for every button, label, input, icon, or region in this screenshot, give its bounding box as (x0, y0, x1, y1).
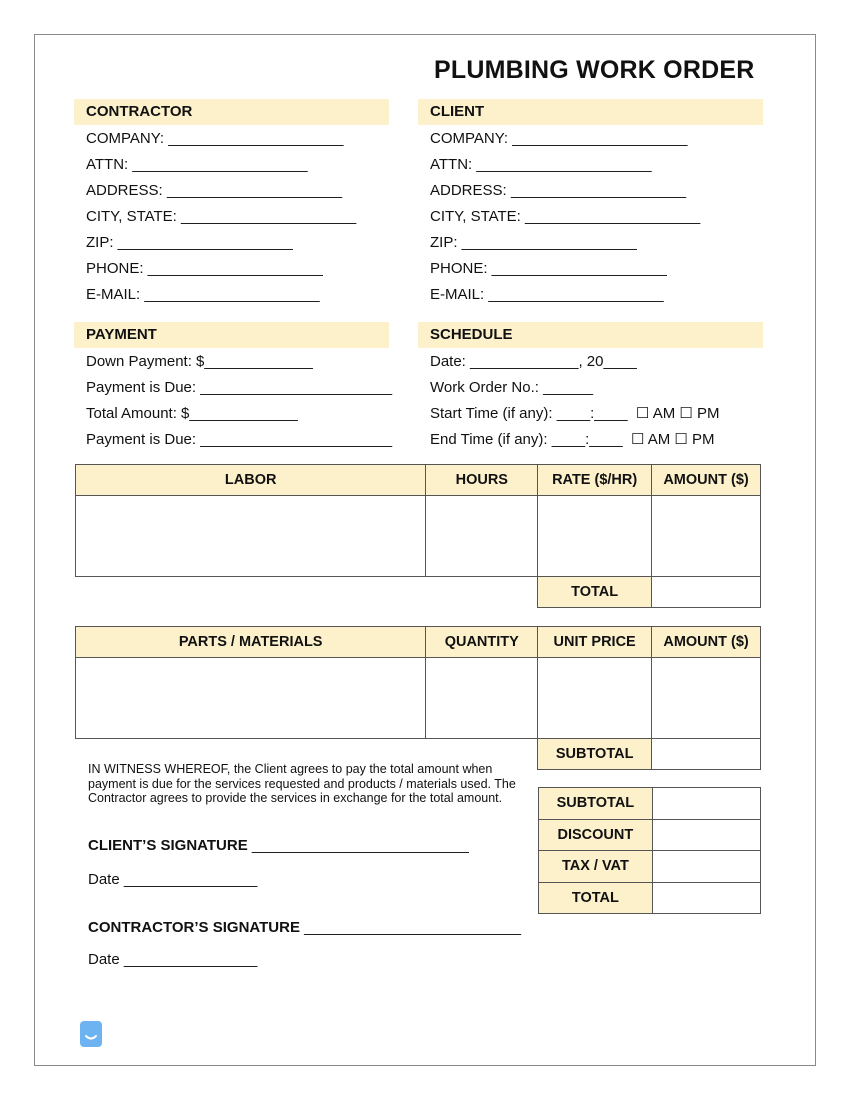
client-company-field[interactable]: COMPANY: _____________________ (430, 130, 688, 147)
payment-due-field[interactable]: Payment is Due: _______________________ (86, 379, 393, 396)
rate-header: RATE ($/HR) (538, 465, 652, 496)
labor-amount-cell[interactable] (652, 496, 761, 577)
parts-header: PARTS / MATERIALS (76, 627, 426, 658)
summary-total-label: TOTAL (539, 882, 653, 914)
work-order-number-field[interactable]: Work Order No.: ______ (430, 379, 594, 396)
parts-amount-header: AMOUNT ($) (652, 627, 761, 658)
parts-table (75, 626, 761, 770)
start-time-field[interactable]: Start Time (if any): ____:____ ☐ AM ☐ PM (430, 405, 720, 422)
contractor-phone-field[interactable]: PHONE: _____________________ (86, 260, 323, 277)
contractor-signature-line[interactable]: __________________________ (304, 919, 522, 936)
client-phone-field[interactable]: PHONE: _____________________ (430, 260, 667, 277)
summary-discount-label: DISCOUNT (539, 819, 653, 851)
contractor-signature-row (88, 919, 521, 936)
labor-hours-cell[interactable] (426, 496, 538, 577)
hours-header: HOURS (426, 465, 538, 496)
total-amount-field[interactable]: Total Amount: $_____________ (86, 405, 298, 422)
contractor-address-field[interactable]: ADDRESS: _____________________ (86, 182, 343, 199)
page-title: PLUMBING WORK ORDER (434, 56, 755, 84)
client-signature-line[interactable]: __________________________ (251, 837, 469, 854)
parts-subtotal-cell[interactable] (652, 739, 761, 770)
quantity-header: QUANTITY (426, 627, 538, 658)
brand-logo-icon (80, 1021, 102, 1047)
parts-quantity-cell[interactable] (426, 658, 538, 739)
labor-description-cell[interactable] (76, 496, 426, 577)
parts-amount-cell[interactable] (652, 658, 761, 739)
labor-spacer (76, 577, 426, 608)
contractor-city-state-field[interactable]: CITY, STATE: _____________________ (86, 208, 357, 225)
client-heading: CLIENT (418, 99, 763, 125)
client-email-field[interactable]: E-MAIL: _____________________ (430, 286, 664, 303)
labor-total-label: TOTAL (538, 577, 652, 608)
client-attn-field[interactable]: ATTN: _____________________ (430, 156, 652, 173)
labor-total-cell[interactable] (652, 577, 761, 608)
client-zip-field[interactable]: ZIP: _____________________ (430, 234, 637, 251)
payment-heading: PAYMENT (74, 322, 389, 348)
summary-total-cell[interactable] (652, 882, 760, 914)
client-city-state-field[interactable]: CITY, STATE: _____________________ (430, 208, 701, 225)
labor-rate-cell[interactable] (538, 496, 652, 577)
client-signature-label: CLIENT’S SIGNATURE (88, 837, 248, 854)
contractor-heading: CONTRACTOR (74, 99, 389, 125)
smile-icon (80, 1021, 102, 1047)
schedule-date-field[interactable]: Date: _____________, 20____ (430, 353, 637, 370)
contractor-date-field[interactable]: Date ________________ (88, 951, 258, 968)
witness-statement: IN WITNESS WHEREOF, the Client agrees to pay the total amount when payment is due for the services requested and products / materials used. The Contractor agrees to provide the services in exchange for the total amount. (88, 762, 516, 805)
schedule-heading: SCHEDULE (418, 322, 763, 348)
contractor-zip-field[interactable]: ZIP: _____________________ (86, 234, 293, 251)
client-signature-row (88, 837, 469, 854)
summary-tax-label: TAX / VAT (539, 851, 653, 883)
labor-spacer-2 (426, 577, 538, 608)
contractor-company-field[interactable]: COMPANY: _____________________ (86, 130, 344, 147)
labor-table (75, 464, 761, 608)
parts-description-cell[interactable] (76, 658, 426, 739)
parts-unit-price-cell[interactable] (538, 658, 652, 739)
summary-discount-cell[interactable] (652, 819, 760, 851)
labor-header: LABOR (76, 465, 426, 496)
down-payment-field[interactable]: Down Payment: $_____________ (86, 353, 313, 370)
contractor-signature-label: CONTRACTOR’S SIGNATURE (88, 919, 300, 936)
client-address-field[interactable]: ADDRESS: _____________________ (430, 182, 687, 199)
summary-subtotal-cell[interactable] (652, 788, 760, 820)
labor-amount-header: AMOUNT ($) (652, 465, 761, 496)
payment-due-field-2[interactable]: Payment is Due: _______________________ (86, 431, 393, 448)
contractor-attn-field[interactable]: ATTN: _____________________ (86, 156, 308, 173)
summary-tax-cell[interactable] (652, 851, 760, 883)
contractor-email-field[interactable]: E-MAIL: _____________________ (86, 286, 320, 303)
parts-subtotal-label: SUBTOTAL (538, 739, 652, 770)
unit-price-header: UNIT PRICE (538, 627, 652, 658)
end-time-field[interactable]: End Time (if any): ____:____ ☐ AM ☐ PM (430, 431, 715, 448)
summary-subtotal-label: SUBTOTAL (539, 788, 653, 820)
summary-table (538, 787, 761, 914)
client-date-field[interactable]: Date ________________ (88, 871, 258, 888)
